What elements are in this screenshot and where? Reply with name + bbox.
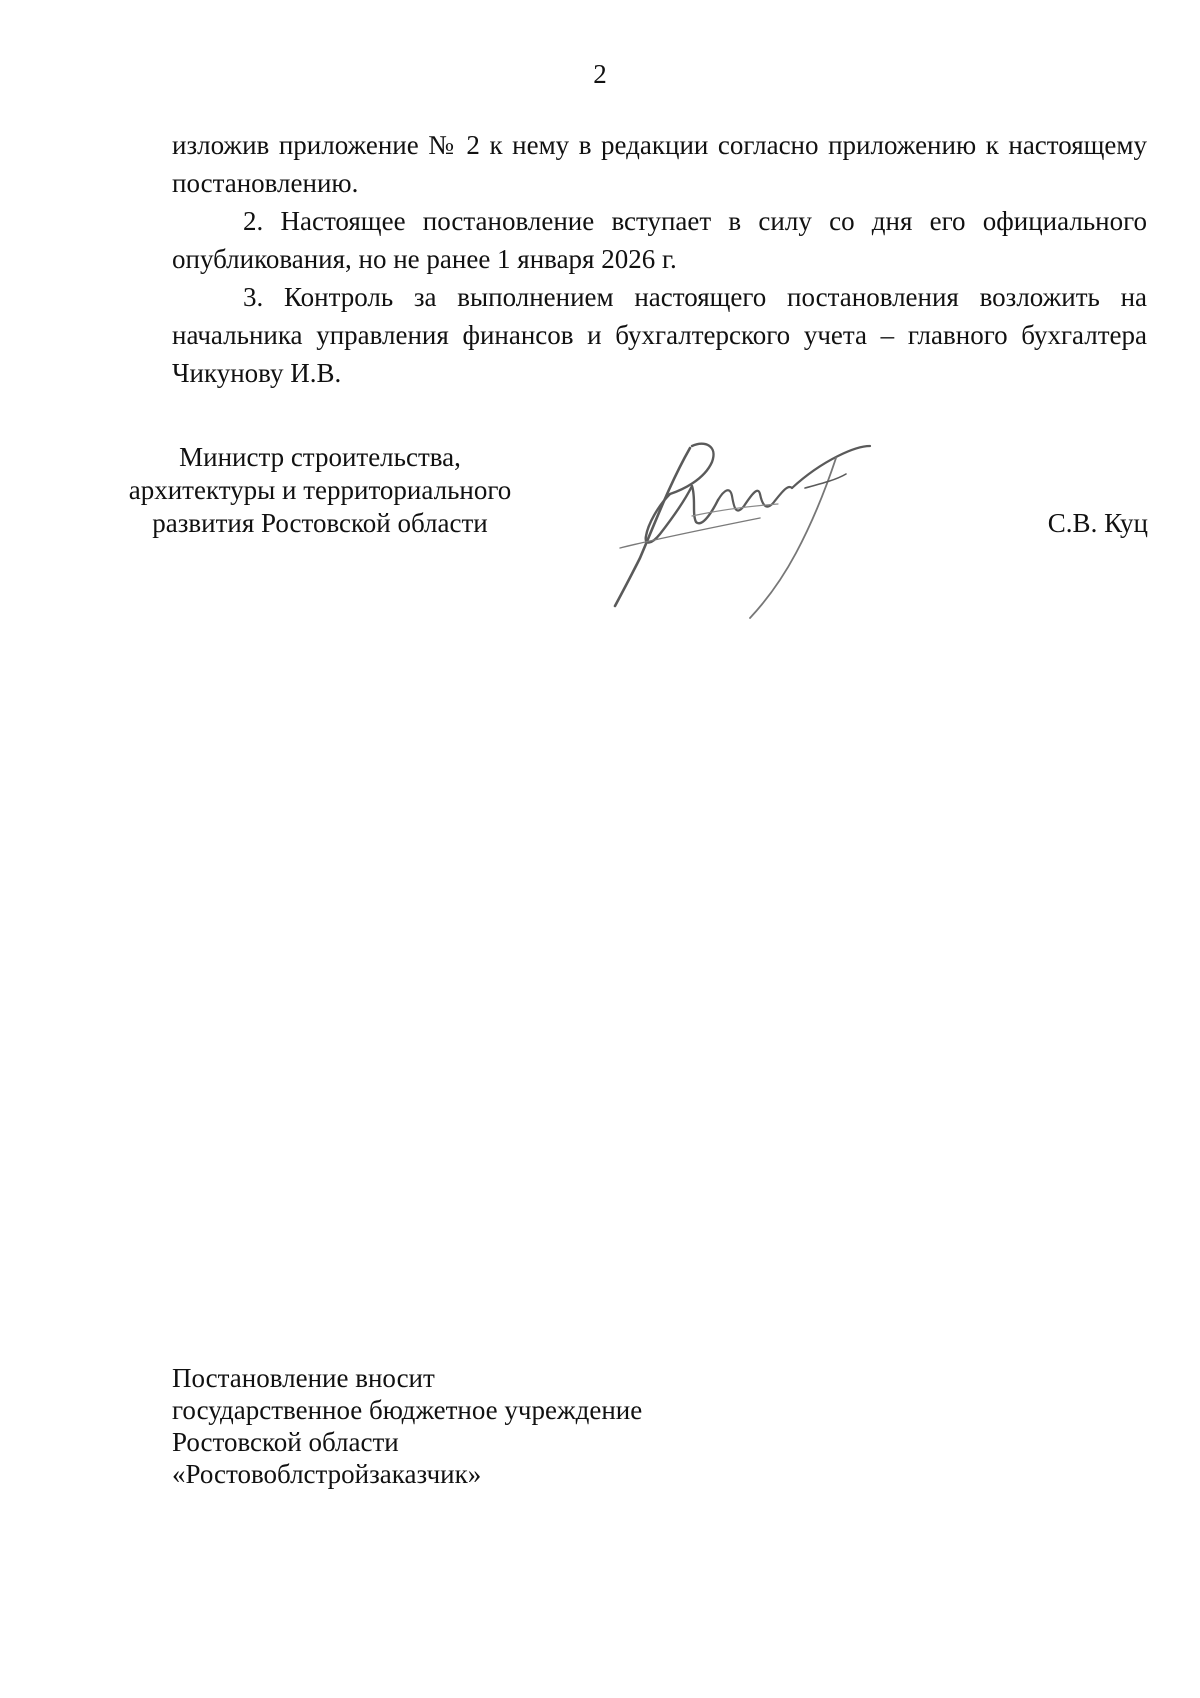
signatory-title [100, 441, 540, 540]
submitter-line: «Ростовоблстройзаказчик» [172, 1459, 482, 1489]
paragraph-item-3: 3. Контроль за выполнением настоящего постановления возложить на начальника управления финансов и бухгалтерского учета – главного бухгалтера Чикунову И.В. [172, 282, 1147, 388]
paragraph-continuation: изложив приложение № 2 к нему в редакции согласно приложению к настоящему постановлению. [172, 130, 1147, 198]
signatory-title-line: развития Ростовской области [152, 508, 488, 538]
submitter-line: Ростовской области [172, 1427, 399, 1457]
paragraph-item-2: 2. Настоящее постановление вступает в силу со дня его официального опубликования, но не ранее 1 января 2026 г. [172, 206, 1147, 274]
submitter-block [172, 1362, 642, 1490]
body-text [172, 126, 1147, 392]
signer-name: С.В. Куц [1047, 508, 1148, 538]
submitter-line: государственное бюджетное учреждение [172, 1395, 643, 1425]
signatory-title-line: Министр строительства, [179, 442, 461, 472]
handwritten-signature-icon [600, 428, 940, 628]
submitter-line: Постановление вносит [172, 1363, 435, 1393]
signatory-title-line: архитектуры и территориального [128, 475, 512, 505]
page-number: 2 [593, 59, 607, 89]
